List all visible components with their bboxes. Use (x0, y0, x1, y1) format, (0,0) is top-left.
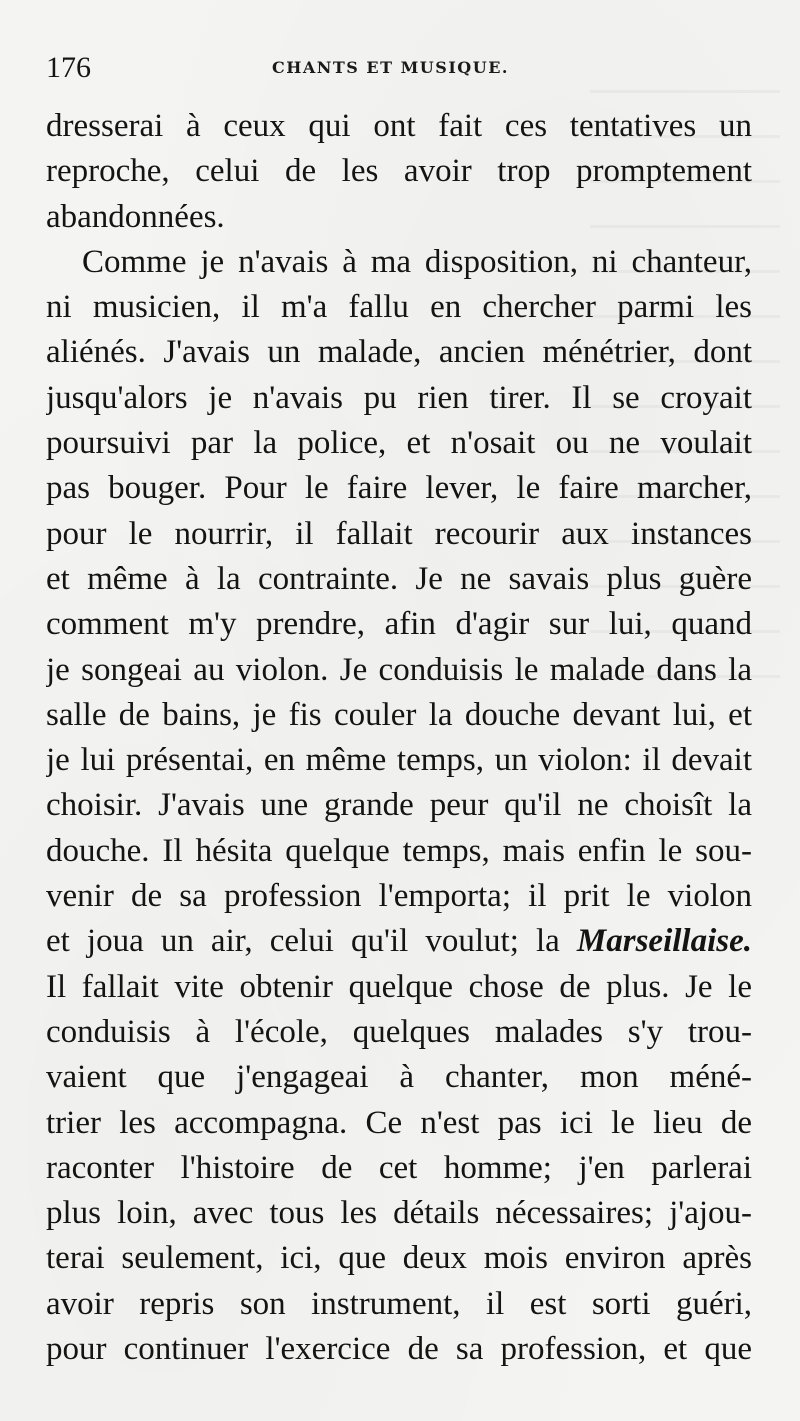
text-line: je songeai au violon. Je conduisis le malade dans la (46, 651, 752, 688)
text-line: pour continuer l'exercice de sa profession, et que (46, 1331, 752, 1368)
text-line: douche. Il hésita quelque temps, mais enfin le sou- (46, 832, 752, 869)
text-line: pour le nourrir, il fallait recourir aux instances (46, 515, 752, 552)
text-line: raconter l'histoire de cet homme; j'en parlerai (46, 1149, 752, 1186)
text-line: choisir. J'avais une grande peur qu'il ne choisît la (46, 787, 752, 824)
page-number: 176 (46, 51, 91, 84)
text-line: terai seulement, ici, que deux mois environ après (46, 1240, 752, 1277)
text-line: poursuivi par la police, et n'osait ou ne voulait (46, 425, 752, 462)
text-line: plus loin, avec tous les détails nécessaires; j'ajou- (46, 1195, 752, 1232)
text-line: dresserai à ceux qui ont fait ces tentatives un (46, 108, 752, 144)
text-line: abandonnées. (46, 198, 225, 235)
text-line: venir de sa profession l'emporta; il prit le violon (46, 878, 752, 915)
text-line: comment m'y prendre, afin d'agir sur lui, quand (46, 606, 752, 643)
emphasized-word: Marseillaise. (576, 923, 752, 960)
text-line: vaient que j'engageai à chanter, mon méné- (46, 1059, 752, 1096)
text-line: pas bouger. Pour le faire lever, le faire marcher, (46, 470, 752, 507)
running-head (46, 48, 754, 88)
text-line: salle de bains, je fis couler la douche devant lui, et (46, 696, 752, 733)
text-line: aliénés. J'avais un malade, ancien ménétrier, dont (46, 334, 752, 371)
body-text (46, 104, 752, 1372)
text-line: reproche, celui de les avoir trop promptement (46, 153, 752, 190)
text-line: ni musicien, il m'a fallu en chercher parmi les (46, 289, 752, 326)
text-line: jusqu'alors je n'avais pu rien tirer. Il se croyait (46, 379, 752, 416)
running-title: CHANTS ET MUSIQUE. (272, 58, 509, 77)
text-line: conduisis à l'école, quelques malades s'y trou- (46, 1013, 752, 1050)
text-line: et même à la contrainte. Je ne savais plus guère (46, 560, 752, 597)
text-line: je lui présentai, en même temps, un violon: il devait (46, 742, 752, 779)
text-line: Comme je n'avais à ma disposition, ni chanteur, (82, 243, 752, 280)
text-line-with-emphasis (46, 919, 752, 964)
text-segment: et joua un air, celui qu'il voulut; la (46, 923, 560, 960)
text-line: trier les accompagna. Ce n'est pas ici le lieu de (46, 1104, 752, 1141)
text-line: avoir repris son instrument, il est sorti guéri, (46, 1285, 752, 1322)
text-line: Il fallait vite obtenir quelque chose de plus. Je le (46, 968, 752, 1005)
